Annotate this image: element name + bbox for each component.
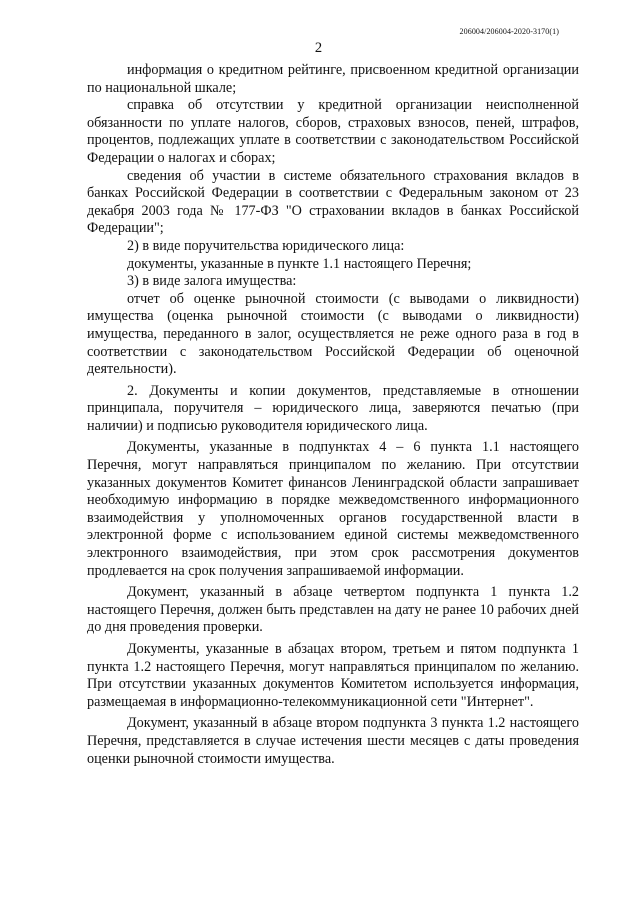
document-body [87, 62, 579, 768]
paragraph-pledge-heading: 3) в виде залога имущества: [127, 273, 297, 290]
page-number: 2 [314, 40, 323, 56]
paragraph-submission-deadline: Документ, указанный в абзаце четвертом подпункта 1 пункта 1.2 настоящего Перечня, должен быть представлен на дату не ранее 10 рабочих дней до дня проведения проверки. [87, 584, 579, 636]
paragraph-internet-information: Документы, указанные в абзацах втором, третьем и пятом подпункта 1 пункта 1.2 настоящего Перечня, могут направляться принципалом по желанию. При отсутствии указанных документов Комитетом используется информация, размещаемая в информационно-телекоммуникационной сети "Интернет". [87, 641, 579, 710]
document-registration-number: 206004/206004-2020-3170(1) [459, 27, 559, 36]
paragraph-deposit-insurance: сведения об участии в системе обязательного страхования вкладов в банках Российской Федерации в соответствии с Федеральным законом от 23 декабря 2003 года № 177-ФЗ "О страховании вкладов в банках Российской Федерации"; [87, 167, 579, 237]
paragraph-valuation-report: отчет об оценке рыночной стоимости (с выводами о ликвидности) имущества (оценка рыночной стоимости (с выводами о ликвидности) имущества, переданного в залог, осуществляется не реже одного раза в год в соответствии с законодательством Российской Федерации об оценочной деятельности). [87, 290, 579, 378]
paragraph-section-2: 2. Документы и копии документов, представляемые в отношении принципала, поручителя – юридического лица, заверяются печатью (при наличии) и подписью руководителя юридического лица. [87, 382, 579, 434]
paragraph-valuation-expiry: Документ, указанный в абзаце втором подпункта 3 пункта 1.2 настоящего Перечня, представляется в случае истечения шести месяцев с даты проведения оценки рыночной стоимости имущества. [87, 715, 579, 767]
paragraph-surety-documents: документы, указанные в пункте 1.1 настоящего Перечня; [127, 255, 472, 272]
paragraph-surety-heading: 2) в виде поручительства юридического лица: [127, 237, 405, 254]
paragraph-optional-documents: Документы, указанные в подпунктах 4 – 6 пункта 1.1 настоящего Перечня, могут направляться принципалом по желанию. При отсутствии указанных документов Комитет финансов Ленинградской области запрашивает необходимую информацию в порядке межведомственного информационного взаимодействия у уполномоченных органов государственной власти в электронной форме с использованием единой системы межведомственного электронного взаимодействия, при этом срок рассмотрения документов продлевается на срок получения запрашиваемой информации. [87, 439, 579, 579]
paragraph-tax-debt-certificate: справка об отсутствии у кредитной организации неисполненной обязанности по уплате налогов, сборов, страховых взносов, пеней, штрафов, процентов, подлежащих уплате в соответствии с законодательством Российской Федерации о налогах и сборах; [87, 97, 579, 166]
paragraph-credit-rating: информация о кредитном рейтинге, присвоенном кредитной организации по национальной шкале; [87, 62, 579, 96]
